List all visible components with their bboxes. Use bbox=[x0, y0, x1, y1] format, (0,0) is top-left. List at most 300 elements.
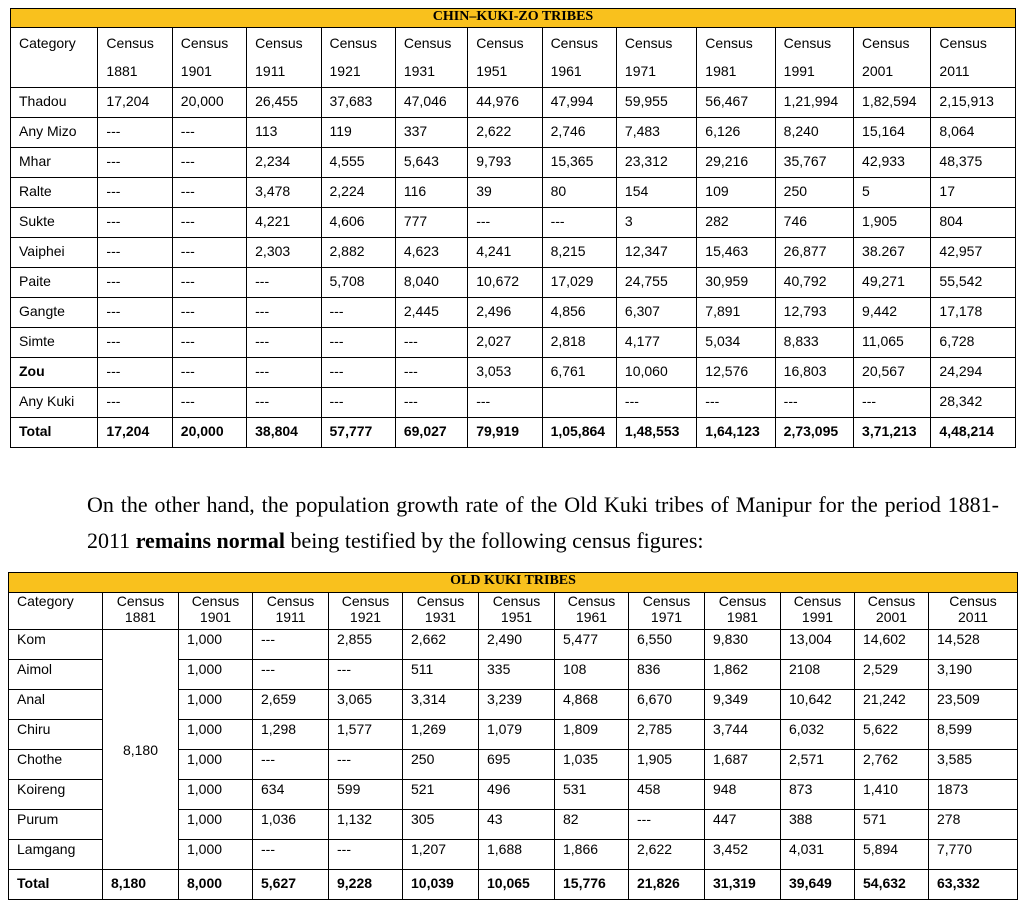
table-cell: 43 bbox=[479, 810, 555, 840]
table-cell: 2,746 bbox=[542, 118, 616, 148]
column-header: Census 1901 bbox=[172, 28, 246, 88]
table-cell: 2,882 bbox=[321, 238, 395, 268]
table-cell: 511 bbox=[403, 660, 479, 690]
table-row bbox=[11, 328, 1016, 358]
row-category: Sukte bbox=[11, 208, 98, 238]
table-header-row bbox=[11, 28, 1016, 88]
table-cell: 23,312 bbox=[616, 148, 696, 178]
total-cell: 1,64,123 bbox=[697, 418, 775, 448]
row-category: Simte bbox=[11, 328, 98, 358]
total-cell: 57,777 bbox=[321, 418, 395, 448]
table-cell: 6,728 bbox=[931, 328, 1016, 358]
table-cell: --- bbox=[172, 178, 246, 208]
total-row bbox=[11, 418, 1016, 448]
table-cell: --- bbox=[98, 268, 172, 298]
table-cell: --- bbox=[253, 750, 329, 780]
table-cell: 6,761 bbox=[542, 358, 616, 388]
table-cell: 2,224 bbox=[321, 178, 395, 208]
table-cell: 447 bbox=[705, 810, 781, 840]
table-cell: 2,571 bbox=[781, 750, 855, 780]
table-cell: 8,240 bbox=[775, 118, 853, 148]
table-cell: 1,905 bbox=[629, 750, 705, 780]
table-cell: 1,688 bbox=[479, 840, 555, 870]
table-cell: 39 bbox=[468, 178, 542, 208]
table-cell: 37,683 bbox=[321, 88, 395, 118]
row-category: Thadou bbox=[11, 88, 98, 118]
table-cell: --- bbox=[247, 328, 321, 358]
row-category: Gangte bbox=[11, 298, 98, 328]
table-title: OLD KUKI TRIBES bbox=[9, 573, 1018, 593]
table-cell: --- bbox=[253, 660, 329, 690]
table-cell: 8,599 bbox=[929, 720, 1018, 750]
row-category: Any Kuki bbox=[11, 388, 98, 418]
table-cell: 10,672 bbox=[468, 268, 542, 298]
row-category: Paite bbox=[11, 268, 98, 298]
table-cell: 2,496 bbox=[468, 298, 542, 328]
table-cell: 7,483 bbox=[616, 118, 696, 148]
table-cell: --- bbox=[98, 238, 172, 268]
table-cell: 4,177 bbox=[616, 328, 696, 358]
table-row bbox=[11, 268, 1016, 298]
table-cell: 17,204 bbox=[98, 88, 172, 118]
chin-kuki-zo-table bbox=[10, 8, 1016, 448]
table-row bbox=[11, 148, 1016, 178]
total-row bbox=[9, 870, 1018, 900]
row-category: Ralte bbox=[11, 178, 98, 208]
table-cell: 531 bbox=[555, 780, 629, 810]
table-cell: 2,762 bbox=[855, 750, 929, 780]
table-cell: 746 bbox=[775, 208, 853, 238]
table-cell: 17,029 bbox=[542, 268, 616, 298]
table-cell: 8,215 bbox=[542, 238, 616, 268]
total-cell: 2,73,095 bbox=[775, 418, 853, 448]
table-cell: 4,241 bbox=[468, 238, 542, 268]
table-cell: 1,000 bbox=[179, 690, 253, 720]
table-cell: 23,509 bbox=[929, 690, 1018, 720]
table-cell: 2,622 bbox=[629, 840, 705, 870]
table-cell: 1,577 bbox=[329, 720, 403, 750]
table-cell: 14,602 bbox=[855, 630, 929, 660]
column-header: Census 1931 bbox=[395, 28, 467, 88]
table-cell: 250 bbox=[775, 178, 853, 208]
total-cell: 21,826 bbox=[629, 870, 705, 900]
table-cell: 1,410 bbox=[855, 780, 929, 810]
table-cell: 7,891 bbox=[697, 298, 775, 328]
table-cell: 777 bbox=[395, 208, 467, 238]
column-header: Census 1921 bbox=[329, 593, 403, 630]
table-cell: 24,294 bbox=[931, 358, 1016, 388]
table-cell: 2,659 bbox=[253, 690, 329, 720]
total-cell: 8,000 bbox=[179, 870, 253, 900]
total-label: Total bbox=[11, 418, 98, 448]
total-cell: 8,180 bbox=[103, 870, 179, 900]
table-cell: 6,550 bbox=[629, 630, 705, 660]
table-cell: 1,809 bbox=[555, 720, 629, 750]
table-cell: --- bbox=[321, 328, 395, 358]
table-cell: 3,452 bbox=[705, 840, 781, 870]
table-cell: 2,445 bbox=[395, 298, 467, 328]
table-cell: --- bbox=[172, 118, 246, 148]
table-cell: 2,662 bbox=[403, 630, 479, 660]
table-cell: 30,959 bbox=[697, 268, 775, 298]
table-cell: 49,271 bbox=[854, 268, 931, 298]
table-cell: 3,190 bbox=[929, 660, 1018, 690]
table-cell: --- bbox=[321, 358, 395, 388]
table-cell: 47,994 bbox=[542, 88, 616, 118]
table-cell: --- bbox=[98, 358, 172, 388]
intro-paragraph bbox=[87, 487, 999, 559]
table-cell: --- bbox=[329, 750, 403, 780]
table-cell: 250 bbox=[403, 750, 479, 780]
total-cell: 17,204 bbox=[98, 418, 172, 448]
total-cell: 38,804 bbox=[247, 418, 321, 448]
table-title-row bbox=[9, 573, 1018, 593]
paragraph-text: On the other hand, the population growth rate of the Old Kuki tribes of Manipur for the period 1881-2011 bbox=[87, 492, 999, 553]
table-cell: 21,242 bbox=[855, 690, 929, 720]
table-cell: 4,555 bbox=[321, 148, 395, 178]
table-cell: 337 bbox=[395, 118, 467, 148]
merged-1881-cell: 8,180 bbox=[103, 630, 179, 870]
table-cell: 1,035 bbox=[555, 750, 629, 780]
table-cell: 1,000 bbox=[179, 660, 253, 690]
table-cell: --- bbox=[172, 388, 246, 418]
total-cell: 31,319 bbox=[705, 870, 781, 900]
table-cell: 1,000 bbox=[179, 720, 253, 750]
table-cell: --- bbox=[98, 388, 172, 418]
table-cell: 873 bbox=[781, 780, 855, 810]
column-header: Census 1881 bbox=[98, 28, 172, 88]
table-cell: 4,623 bbox=[395, 238, 467, 268]
table-cell: 1,21,994 bbox=[775, 88, 853, 118]
table-cell: --- bbox=[395, 358, 467, 388]
table-cell: 12,347 bbox=[616, 238, 696, 268]
table-row bbox=[11, 118, 1016, 148]
table-cell: 26,455 bbox=[247, 88, 321, 118]
table-cell: 3,478 bbox=[247, 178, 321, 208]
table-title-row bbox=[11, 9, 1016, 28]
table-row bbox=[11, 208, 1016, 238]
table-cell: --- bbox=[468, 388, 542, 418]
table-cell: --- bbox=[697, 388, 775, 418]
table-cell: 599 bbox=[329, 780, 403, 810]
table-cell: 1,000 bbox=[179, 630, 253, 660]
table-cell: 10,642 bbox=[781, 690, 855, 720]
table-cell: 5,622 bbox=[855, 720, 929, 750]
table-cell: --- bbox=[854, 388, 931, 418]
table-cell: 695 bbox=[479, 750, 555, 780]
table-cell: 109 bbox=[697, 178, 775, 208]
table-cell: 40,792 bbox=[775, 268, 853, 298]
column-header: Census 1901 bbox=[179, 593, 253, 630]
table-cell: 15,365 bbox=[542, 148, 616, 178]
table-cell: 116 bbox=[395, 178, 467, 208]
row-category: Purum bbox=[9, 810, 103, 840]
column-header: Census 1971 bbox=[629, 593, 705, 630]
column-header: Census 2001 bbox=[854, 28, 931, 88]
table-cell: 4,868 bbox=[555, 690, 629, 720]
table-cell: 2,529 bbox=[855, 660, 929, 690]
table-cell: 2,622 bbox=[468, 118, 542, 148]
total-cell: 79,919 bbox=[468, 418, 542, 448]
table-cell: 2,027 bbox=[468, 328, 542, 358]
table-cell: 29,216 bbox=[697, 148, 775, 178]
column-header: Census 1991 bbox=[775, 28, 853, 88]
table-cell: 305 bbox=[403, 810, 479, 840]
table-cell: 1,000 bbox=[179, 750, 253, 780]
table-cell: 948 bbox=[705, 780, 781, 810]
table-cell: 4,856 bbox=[542, 298, 616, 328]
table-cell: 5,643 bbox=[395, 148, 467, 178]
table-cell: 1,905 bbox=[854, 208, 931, 238]
table-cell: 458 bbox=[629, 780, 705, 810]
table-cell: 8,833 bbox=[775, 328, 853, 358]
column-header: Census 1961 bbox=[555, 593, 629, 630]
column-header: Census 1961 bbox=[542, 28, 616, 88]
table-cell: --- bbox=[253, 630, 329, 660]
table-cell: 11,065 bbox=[854, 328, 931, 358]
table-cell: --- bbox=[98, 208, 172, 238]
column-header: Census 1921 bbox=[321, 28, 395, 88]
column-header: Census 1971 bbox=[616, 28, 696, 88]
row-category: Any Mizo bbox=[11, 118, 98, 148]
table-cell: 388 bbox=[781, 810, 855, 840]
column-header: Census 1991 bbox=[781, 593, 855, 630]
table-cell: --- bbox=[98, 298, 172, 328]
table-cell: 3,239 bbox=[479, 690, 555, 720]
table-cell: 7,770 bbox=[929, 840, 1018, 870]
table-cell: --- bbox=[321, 298, 395, 328]
table-cell: --- bbox=[468, 208, 542, 238]
table-cell: 3,314 bbox=[403, 690, 479, 720]
table-cell: --- bbox=[172, 328, 246, 358]
table-cell: 108 bbox=[555, 660, 629, 690]
table-cell: --- bbox=[247, 358, 321, 388]
table-cell: 1,207 bbox=[403, 840, 479, 870]
table-cell: 6,032 bbox=[781, 720, 855, 750]
table-cell: 12,793 bbox=[775, 298, 853, 328]
table-cell: 42,957 bbox=[931, 238, 1016, 268]
total-cell: 10,039 bbox=[403, 870, 479, 900]
table-cell: 1,079 bbox=[479, 720, 555, 750]
total-label: Total bbox=[9, 870, 103, 900]
row-category: Anal bbox=[9, 690, 103, 720]
table-cell: --- bbox=[253, 840, 329, 870]
table-cell: 2,818 bbox=[542, 328, 616, 358]
table-cell: 55,542 bbox=[931, 268, 1016, 298]
column-header: Census 1981 bbox=[705, 593, 781, 630]
total-cell: 4,48,214 bbox=[931, 418, 1016, 448]
table-cell: --- bbox=[616, 388, 696, 418]
total-cell: 1,05,864 bbox=[542, 418, 616, 448]
total-cell: 10,065 bbox=[479, 870, 555, 900]
table-cell: 3,065 bbox=[329, 690, 403, 720]
table-cell: 59,955 bbox=[616, 88, 696, 118]
table-row bbox=[11, 358, 1016, 388]
table-row bbox=[11, 238, 1016, 268]
paragraph-text-end: being testified by the following census figures: bbox=[285, 528, 704, 553]
row-category: Kom bbox=[9, 630, 103, 660]
table-cell: --- bbox=[321, 388, 395, 418]
column-header: Census 1951 bbox=[468, 28, 542, 88]
table-cell: 5 bbox=[854, 178, 931, 208]
row-category: Koireng bbox=[9, 780, 103, 810]
table-cell: 282 bbox=[697, 208, 775, 238]
table-row bbox=[9, 630, 1018, 660]
total-cell: 20,000 bbox=[172, 418, 246, 448]
table-cell: 20,000 bbox=[172, 88, 246, 118]
table-cell: 80 bbox=[542, 178, 616, 208]
table-cell: 5,894 bbox=[855, 840, 929, 870]
table-row bbox=[11, 178, 1016, 208]
table-cell: 5,708 bbox=[321, 268, 395, 298]
table-cell: 836 bbox=[629, 660, 705, 690]
table-cell: 20,567 bbox=[854, 358, 931, 388]
total-cell: 15,776 bbox=[555, 870, 629, 900]
total-cell: 63,332 bbox=[929, 870, 1018, 900]
total-cell: 54,632 bbox=[855, 870, 929, 900]
table-cell: 6,307 bbox=[616, 298, 696, 328]
table-cell: 6,670 bbox=[629, 690, 705, 720]
table-cell: 17 bbox=[931, 178, 1016, 208]
table-title: CHIN–KUKI-ZO TRIBES bbox=[11, 9, 1016, 28]
table-cell: 28,342 bbox=[931, 388, 1016, 418]
total-cell: 69,027 bbox=[395, 418, 467, 448]
table-cell: 2,785 bbox=[629, 720, 705, 750]
table-cell: 4,031 bbox=[781, 840, 855, 870]
table-cell: 9,442 bbox=[854, 298, 931, 328]
table-cell: 14,528 bbox=[929, 630, 1018, 660]
row-category: Lamgang bbox=[9, 840, 103, 870]
total-cell: 9,228 bbox=[329, 870, 403, 900]
table-cell: 5,034 bbox=[697, 328, 775, 358]
column-header: Census 1911 bbox=[253, 593, 329, 630]
table-cell: 278 bbox=[929, 810, 1018, 840]
column-header: Census 1931 bbox=[403, 593, 479, 630]
table-cell: 634 bbox=[253, 780, 329, 810]
table-cell: 8,040 bbox=[395, 268, 467, 298]
table-row bbox=[11, 388, 1016, 418]
table-header-row bbox=[9, 593, 1018, 630]
column-header: Census 2011 bbox=[931, 28, 1016, 88]
table-cell: --- bbox=[98, 178, 172, 208]
column-header: Census 1881 bbox=[103, 593, 179, 630]
table-cell: --- bbox=[775, 388, 853, 418]
table-cell: 24,755 bbox=[616, 268, 696, 298]
column-header: Census 2001 bbox=[855, 593, 929, 630]
row-category: Mhar bbox=[11, 148, 98, 178]
table-cell: 154 bbox=[616, 178, 696, 208]
table-cell: 13,004 bbox=[781, 630, 855, 660]
table-cell: --- bbox=[172, 208, 246, 238]
table-cell: --- bbox=[98, 328, 172, 358]
table-cell: --- bbox=[395, 328, 467, 358]
table-cell: 35,767 bbox=[775, 148, 853, 178]
total-cell: 5,627 bbox=[253, 870, 329, 900]
table-cell: 1,132 bbox=[329, 810, 403, 840]
table-cell: 17,178 bbox=[931, 298, 1016, 328]
table-cell: 4,606 bbox=[321, 208, 395, 238]
table-cell: --- bbox=[395, 388, 467, 418]
table-cell: --- bbox=[247, 388, 321, 418]
table-cell: --- bbox=[329, 660, 403, 690]
table-cell: --- bbox=[172, 358, 246, 388]
table-cell: --- bbox=[329, 840, 403, 870]
old-kuki-table bbox=[8, 572, 1018, 900]
table-cell: --- bbox=[629, 810, 705, 840]
row-category: Chiru bbox=[9, 720, 103, 750]
table-cell: 47,046 bbox=[395, 88, 467, 118]
row-category: Chothe bbox=[9, 750, 103, 780]
table-cell: 804 bbox=[931, 208, 1016, 238]
table-cell: 1,000 bbox=[179, 840, 253, 870]
table-cell: 2,855 bbox=[329, 630, 403, 660]
column-header: Census 1911 bbox=[247, 28, 321, 88]
table-row bbox=[11, 298, 1016, 328]
table-cell: 8,064 bbox=[931, 118, 1016, 148]
column-header: Census 1951 bbox=[479, 593, 555, 630]
table-cell: 12,576 bbox=[697, 358, 775, 388]
table-cell: 6,126 bbox=[697, 118, 775, 148]
table-cell: 5,477 bbox=[555, 630, 629, 660]
table-cell: 113 bbox=[247, 118, 321, 148]
table-cell: 3,585 bbox=[929, 750, 1018, 780]
row-category: Aimol bbox=[9, 660, 103, 690]
table-cell: --- bbox=[542, 208, 616, 238]
table-cell: 2,490 bbox=[479, 630, 555, 660]
table-cell: 10,060 bbox=[616, 358, 696, 388]
table-cell: --- bbox=[98, 118, 172, 148]
table-cell: 521 bbox=[403, 780, 479, 810]
total-cell: 39,649 bbox=[781, 870, 855, 900]
table-row bbox=[11, 88, 1016, 118]
total-cell: 3,71,213 bbox=[854, 418, 931, 448]
table-cell: 1,862 bbox=[705, 660, 781, 690]
table-cell: 42,933 bbox=[854, 148, 931, 178]
table-cell: 9,830 bbox=[705, 630, 781, 660]
table-cell: --- bbox=[172, 298, 246, 328]
table-cell: 2,303 bbox=[247, 238, 321, 268]
table-cell: 119 bbox=[321, 118, 395, 148]
table-cell: 9,793 bbox=[468, 148, 542, 178]
table-cell: --- bbox=[98, 148, 172, 178]
table-cell: 1,000 bbox=[179, 810, 253, 840]
table-cell: --- bbox=[172, 238, 246, 268]
column-header: Category bbox=[11, 28, 98, 88]
table-cell: 2,234 bbox=[247, 148, 321, 178]
table-cell: 9,349 bbox=[705, 690, 781, 720]
table-cell: 3,053 bbox=[468, 358, 542, 388]
row-category: Zou bbox=[11, 358, 98, 388]
table-cell: 3 bbox=[616, 208, 696, 238]
column-header: Census 1981 bbox=[697, 28, 775, 88]
table-cell: --- bbox=[172, 148, 246, 178]
column-header: Category bbox=[9, 593, 103, 630]
table-cell: 56,467 bbox=[697, 88, 775, 118]
table-cell: 82 bbox=[555, 810, 629, 840]
table-cell: 496 bbox=[479, 780, 555, 810]
table-cell: 1,298 bbox=[253, 720, 329, 750]
table-cell: --- bbox=[247, 268, 321, 298]
table-cell: 1,866 bbox=[555, 840, 629, 870]
table-cell: 15,463 bbox=[697, 238, 775, 268]
total-cell: 1,48,553 bbox=[616, 418, 696, 448]
table-cell: 38.267 bbox=[854, 238, 931, 268]
table-cell bbox=[542, 388, 616, 418]
table-cell: 571 bbox=[855, 810, 929, 840]
table-cell: 1,036 bbox=[253, 810, 329, 840]
table-cell: 3,744 bbox=[705, 720, 781, 750]
row-category: Vaiphei bbox=[11, 238, 98, 268]
